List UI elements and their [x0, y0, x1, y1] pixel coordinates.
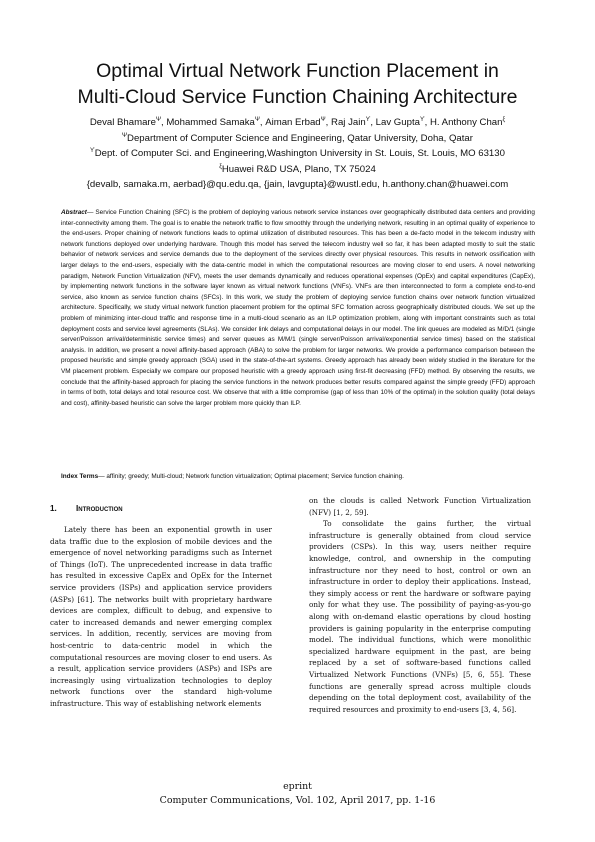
paper-title [20, 58, 575, 110]
index-terms-label: Index Terms [61, 473, 99, 480]
author-name: H. Anthony Chan [429, 117, 503, 128]
publication-footer [20, 780, 575, 807]
author-name: Mohammed Samaka [166, 117, 255, 128]
section-number: 1. [50, 504, 57, 513]
affiliation-1: $^\Psi$Department of Computer Science and Engineering, Qatar University, Doha, Qatar [122, 132, 473, 144]
author-block [20, 115, 575, 193]
section-title: Introduction [76, 504, 123, 513]
affiliation-mark: ϒ [419, 116, 425, 123]
author-list: Deval Bhamare$^\Psi$, Mohammed Samaka$^\Psi$, Aiman Erbad$^\Psi$, Raj Jain$^ϒ$, Lav Gupta$^ϒ$, H. Anthony Chan$^\xi$ [89, 116, 506, 128]
author-name: Aiman Erbad [265, 117, 321, 128]
affiliation-mark: ξ [502, 116, 506, 123]
abstract [61, 208, 535, 409]
affiliation-2: $^ϒ$Dept. of Computer Sci. and Engineering,Washington University in St. Louis, St. Louis, MO 63130 [90, 147, 505, 159]
author-emails: {devalb, samaka.m, aerbad}@qu.edu.qa, {jain, lavgupta}@wustl.edu, h.anthony.chan@huawei.com [86, 179, 509, 190]
intro-paragraph-1: Lately there has been an exponential growth in user data traffic due to the explosion of mobile devices and the emergence of novel networking paradigms such as Internet of Things (IoT). The unprecedented increase in data traffic has resulted in excessive CapEx and OpEx for the Internet service providers (ISPs) and application service providers (ASPs) [61]. The networks built with proprietary hardware devices are complex, difficult to debug, and expensive to cater to increased demands and newer emerging complex services. In addition, recently, services are moving from host-centric to data-centric model in which the computational resources are moving closer to end users. As a result, application service providers (ASPs) and ISPs are increasingly using virtualization technologies to deploy network functions over the standard high-volume infrastructure. This way of establishing network elements [50, 525, 272, 708]
abstract-body: — Service Function Chaining (SFC) is the problem of deploying various network service instances over geographically distributed data centers and providing inter-connectivity among them. The goal is to enable the network traffic to flow smoothly through the underlying network, resulting in an optimal quality of experience to the end-users. Proper chaining of network functions leads to optimal utilization of distributed resources. This has been a de-facto model in the telecom industry with network functions deployed over underlying hardware. Though this model has served the telecom industry well so far, it has been adapted mostly to suit the static behavior of network services and service demands due to the deployment of the services directly over physical resources. This results in network ossification with larger delays to the end-users, especially with the data-centric model in which the computational resources are moving closer to end users. A novel networking paradigm, Network Function Virtualization (NFV), meets the user demands dynamically and reduces operational expenses (OpEx) and capital expenditures (CapEx), by implementing network functions in the software layer known as virtual network functions (VNFs). VNFs are then interconnected to form a complete end-to-end service, also known as service function chains (SFCs). In this work, we study the problem of deploying service function chains over network function virtualized architecture. Specifically, we study virtual network function placement problem for the optimal SFC formation across geographically distributed clouds. We set up the problem of minimizing inter-cloud traffic and response time in a multi-cloud scenario as an ILP optimization problem, along with important constraints such as total deployment costs and service level agreements (SLAs). We consider link delays and computational delays in our model. The link queues are modeled as M/D/1 (single server/Poisson arrival/deterministic service times) and server queues as M/M/1 (single server/Poisson arrival/exponential service times) based on the statistical analysis. In addition, we present a novel affinity-based approach (ABA) to solve the problem for larger networks. We provide a performance comparison between the proposed heuristic and simple greedy approach (SGA) used in the state-of-the-art systems. Greedy approach has already been widely studied in the literature for the VM placement problem. Especially we compare our proposed heuristic with a greedy approach using first-fit decreasing (FFD) method. By observing the results, we conclude that the affinity-based approach for placing the service functions in the network produces better results compared against the simple greedy (FFD) approach in terms of both, total delays and total resource cost. We observe that with a little compromise (gap of less than 10% of the optimal) in the solution quality (total delays and cost), affinity-based heuristic can solve the larger problem more quickly than ILP. [61, 209, 535, 407]
footer-citation: Computer Communications, Vol. 102, April 2017, pp. 1-16 [159, 794, 436, 806]
section-heading [50, 503, 272, 515]
author-name: Raj Jain [331, 117, 366, 128]
index-terms-body: — affinity; greedy; Multi-cloud; Network function virtualization; Optimal placement; Service function chaining. [98, 473, 404, 480]
affiliation-mark: Ψ [155, 116, 161, 123]
abstract-label: Abstract [61, 209, 87, 216]
author-name: Deval Bhamare [89, 117, 156, 128]
affiliation-mark: Ψ [254, 116, 260, 123]
affiliation-mark: Ψ [320, 116, 326, 123]
author-name: Lav Gupta [375, 117, 420, 128]
left-column [50, 495, 272, 710]
intro-paragraph-1-continued: on the clouds is called Network Function Virtualization (NFV) [1, 2, 59]. [309, 496, 531, 517]
right-column [309, 495, 531, 715]
affiliation-mark: ϒ [365, 116, 371, 123]
intro-paragraph-2: To consolidate the gains further, the virtual infrastructure is generally obtained from cloud service providers (CSPs). In this way, users neither require knowledge, control, and ownership in the computing infrastructure nor they need to host, control or own an infrastructure in order to deploy their applications. Instead, they simply access or rent the hardware or software paying only for what they use. The possibility of paying-as-you-go along with on-demand elastic operations by cloud hosting providers is gaining popularity in the enterprise computing model. The individual functions, which were monolithic specialized hardware equipment in the past, are being replaced by a set of software-based functions called Virtualized Network Functions (VNFs) [5, 6, 55]. These functions are generally spread across multiple clouds depending on the total deployment cost, availability of the required resources and proximity to end-users [3, 4, 56]. [309, 519, 531, 714]
title-line-2: Multi-Cloud Service Function Chaining Architecture [77, 86, 518, 108]
affiliation-3: $^\xi$Huawei R&D USA, Plano, TX 75024 [219, 163, 376, 175]
index-terms [61, 472, 535, 482]
footer-eprint: eprint [283, 781, 312, 792]
title-line-1: Optimal Virtual Network Function Placement in [96, 60, 499, 82]
